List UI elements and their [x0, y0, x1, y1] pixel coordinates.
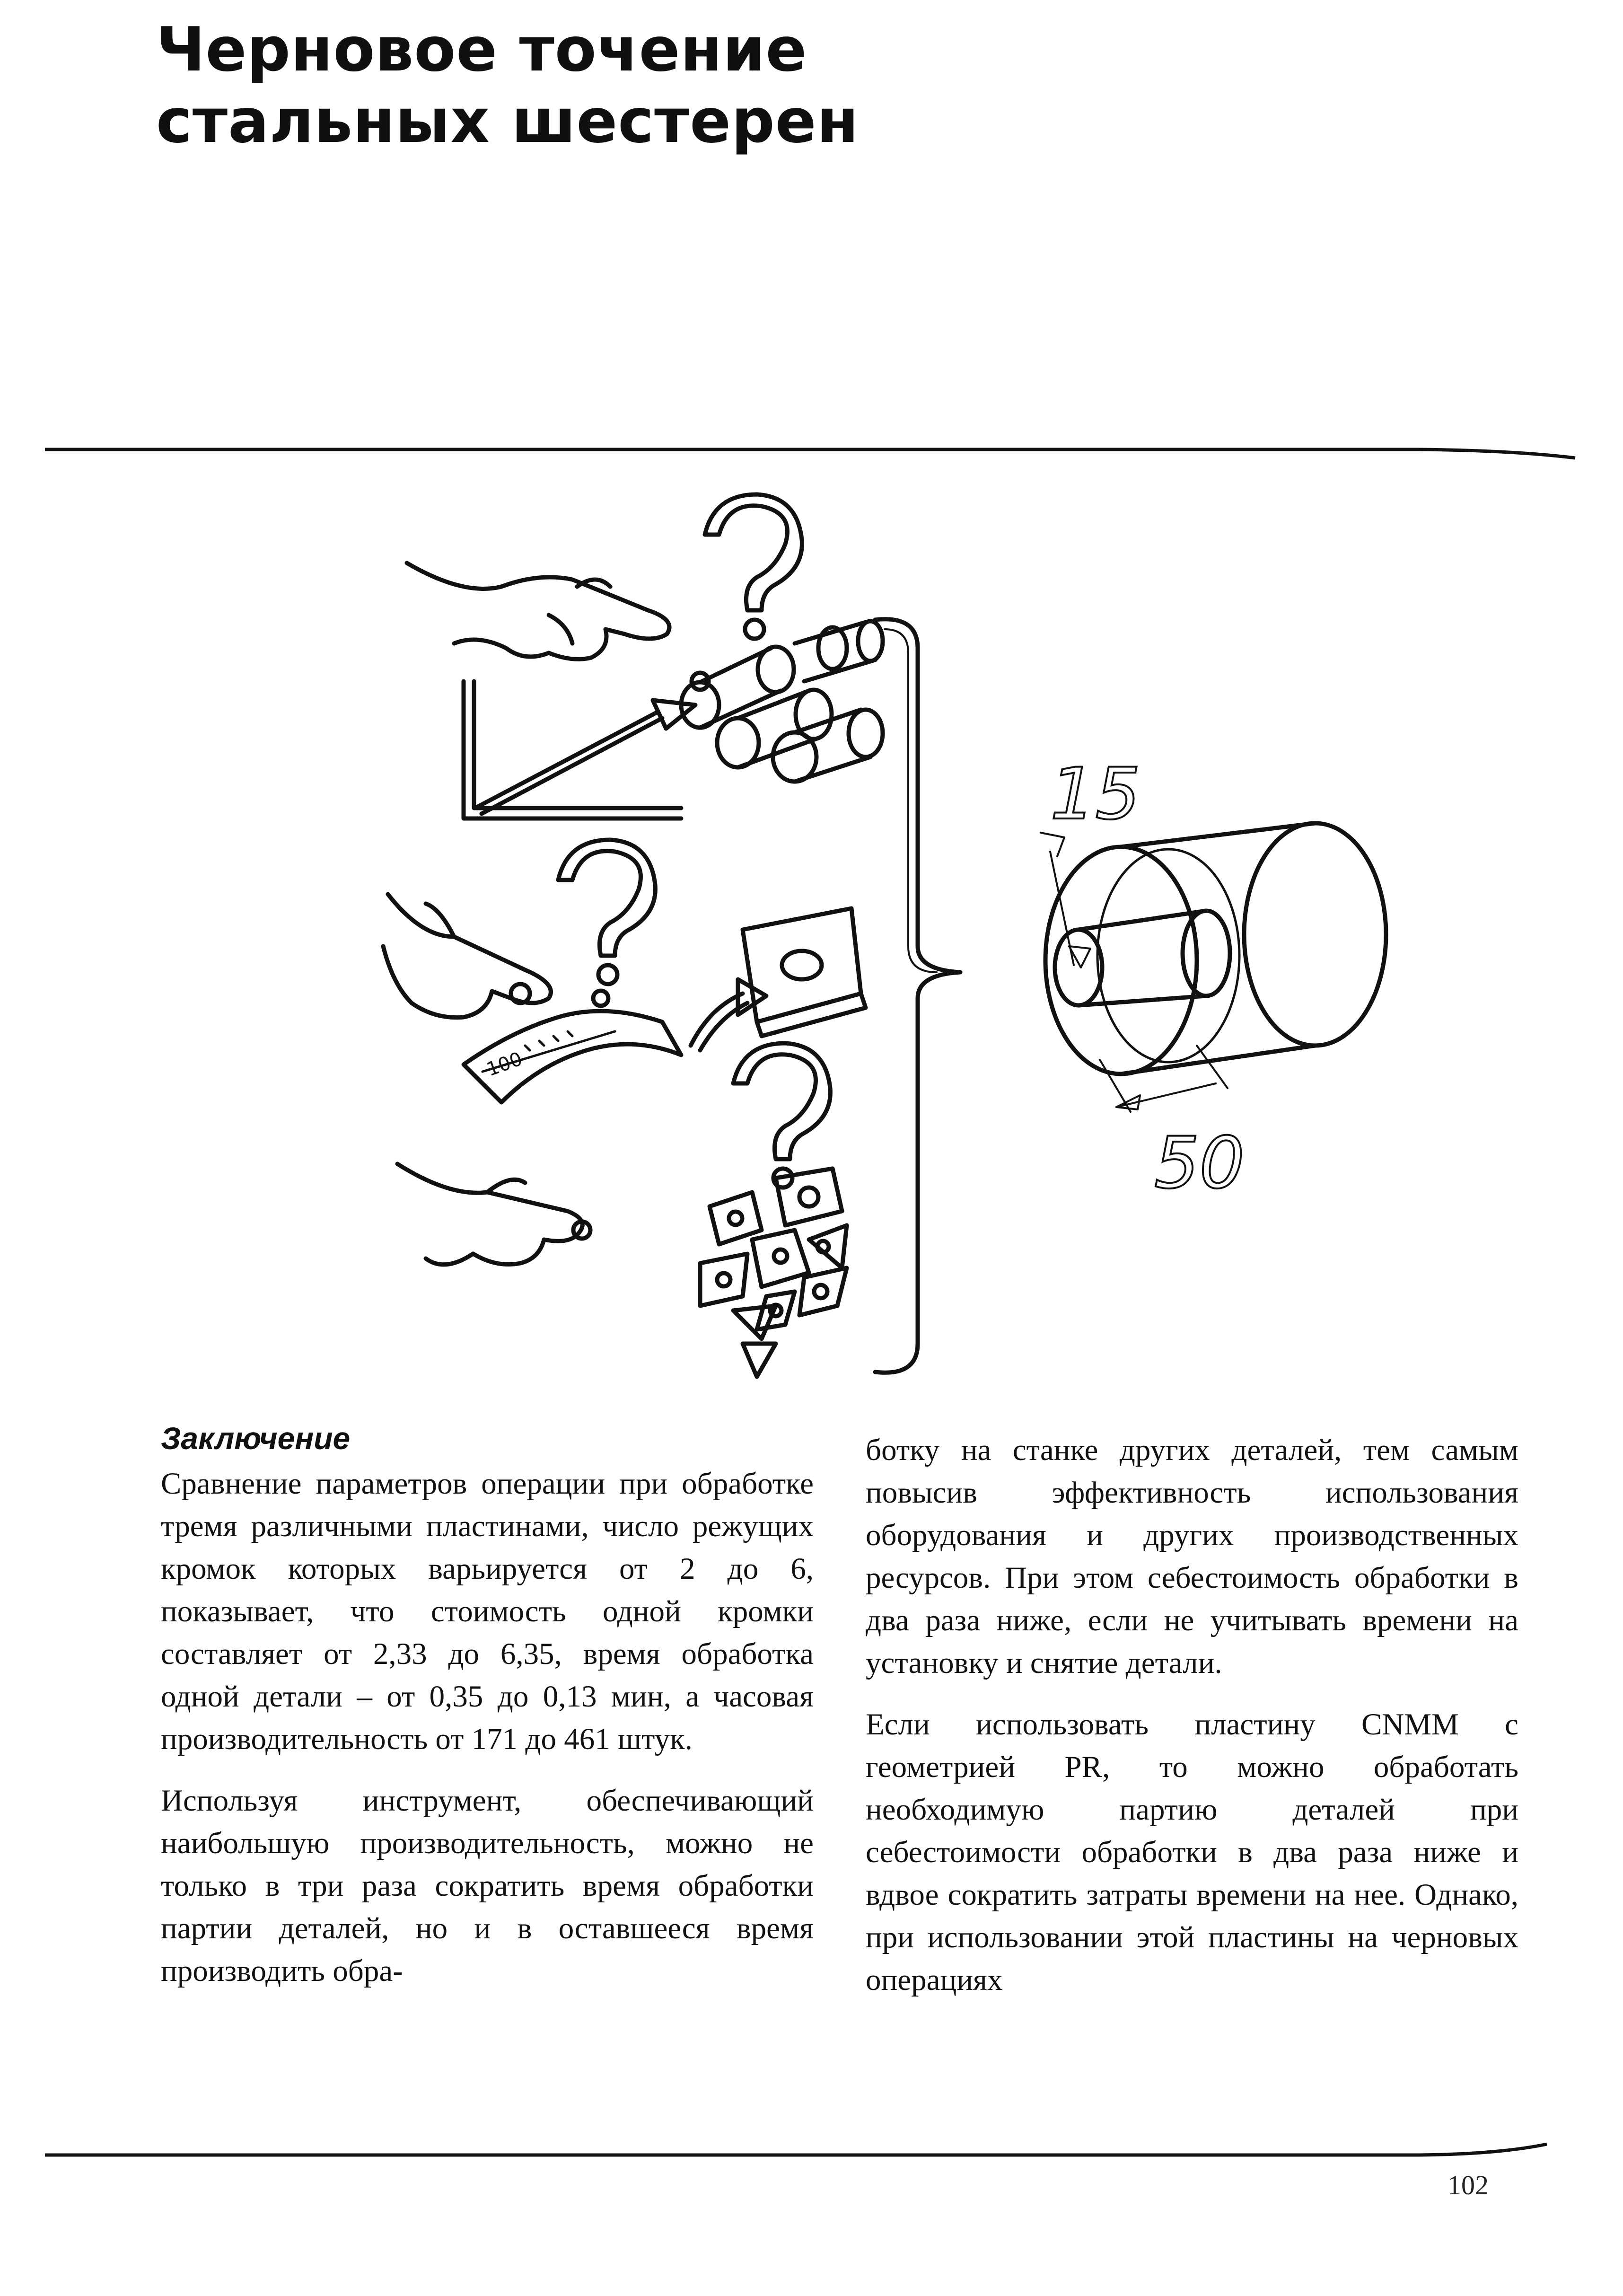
- paragraph: Используя инструмент, обеспечивающий наибольшую производительность, можно не только в три раза сократить время обработки партии деталей, но и в оставшееся время производить обра-: [161, 1784, 814, 1988]
- hand-choosing-inserts-illustration: [397, 1043, 847, 1377]
- paragraph: ботку на станке других деталей, тем самым повысив эффективность использования оборудования и других производственных ресурсов. При этом себестоимость обработки в два раза ниже, если не учитывать времени на установку и снятие детали.: [866, 1433, 1518, 1680]
- top-rule: [45, 449, 1575, 458]
- question-mark-icon: [733, 1043, 830, 1188]
- question-mark-icon: [558, 840, 655, 984]
- hand-with-money-illustration: [383, 840, 866, 1102]
- curly-brace: [875, 619, 960, 1373]
- process-illustration: [369, 492, 1410, 1391]
- paragraph: Сравнение параметров операции при обработке тремя различными пластинами, число режущих кромок которых варьируется от 2 до 6, показывает, что стоимость одной кромки составляет от 2,33 до 6,35, время обработка одной детали – от 0,35 до 0,13 мин, а часовая производительность от 171 до 461 штук.: [161, 1467, 814, 1756]
- paragraph: Если использовать пластину CNMM с геометрией PR, то можно обработать необходимую партию деталей при себестоимости обработки в два раза ниже и вдвое сократить затраты времени на нее. Однако, при использовании этой пластины на черновых операциях: [866, 1707, 1518, 1997]
- hand-choosing-tool-illustration: [407, 494, 883, 818]
- insert-plate-icon: [743, 908, 866, 1036]
- page-number: 102: [1448, 2170, 1489, 2200]
- text-column-left: [161, 1417, 814, 2011]
- page-title-line-1: Черновое точение: [156, 15, 807, 85]
- banknote-value: 100: [483, 1048, 526, 1081]
- workpiece-drawing: [1041, 823, 1386, 1112]
- text-column-right: [866, 1429, 1518, 2020]
- page-title: [156, 14, 1386, 157]
- page-title-line-2: стальных шестерен: [156, 86, 859, 157]
- dimension-label-50: 50: [1154, 1122, 1245, 1205]
- dimension-label-15: 15: [1050, 753, 1140, 836]
- question-mark-icon: [705, 494, 802, 639]
- bottom-rule: [45, 2144, 1547, 2155]
- section-heading: Заключение: [161, 1421, 351, 1456]
- inserts-pile-icon: [700, 1169, 847, 1377]
- tool-holders-icon: [681, 621, 883, 782]
